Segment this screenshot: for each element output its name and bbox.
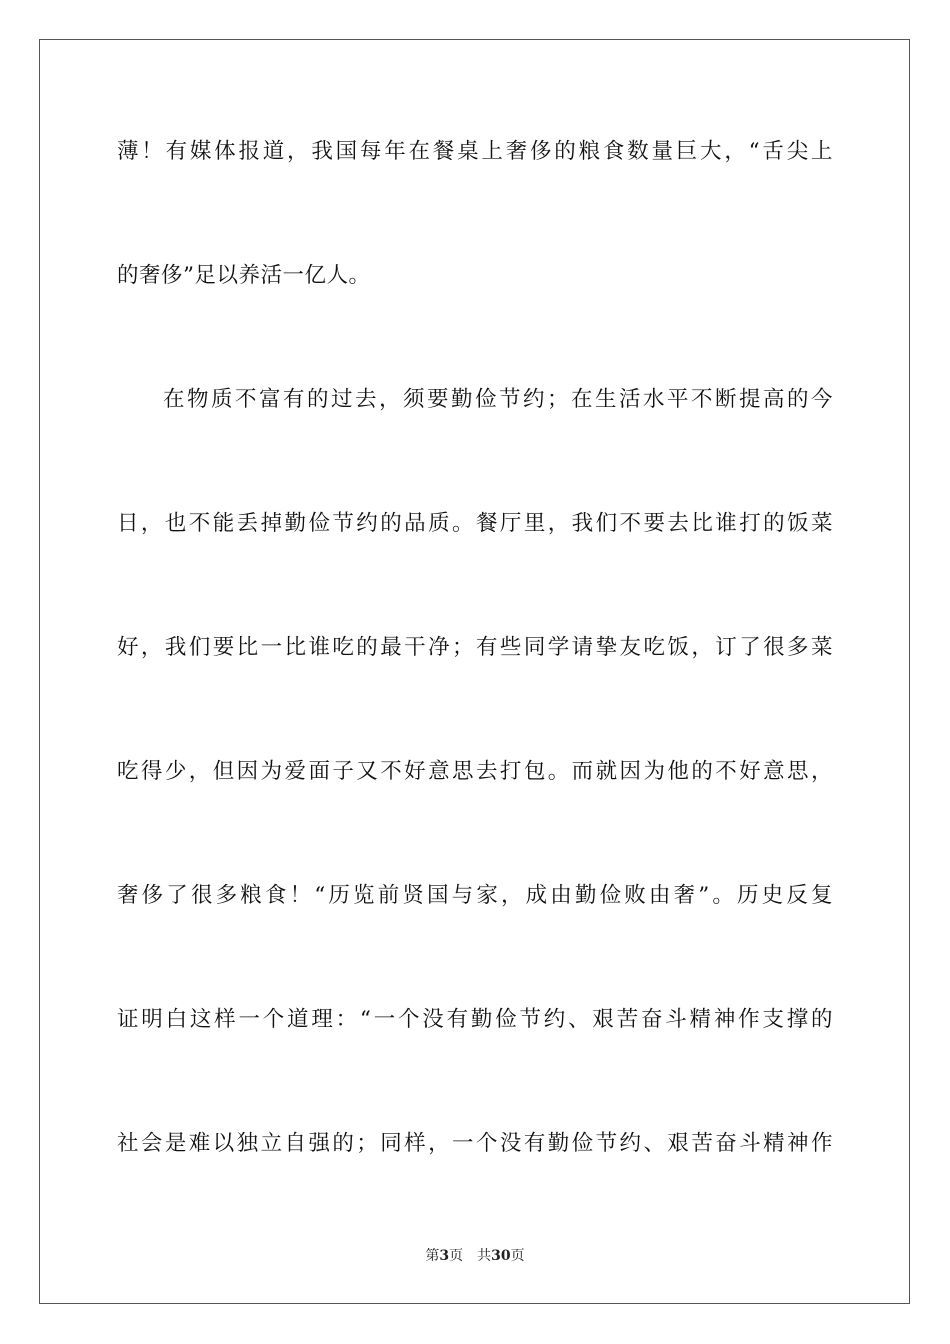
page-border (39, 39, 910, 1304)
page-suffix: 页 (449, 1248, 464, 1264)
text-line-8: 证明白这样一个道理：“一个没有勤俭节约、艰苦奋斗精神作支撑的 (117, 1007, 833, 1032)
text-line-4: 日，也不能丢掉勤俭节约的品质。餐厅里，我们不要去比谁打的饭菜 (117, 511, 833, 536)
text-line-1: 薄！有媒体报道，我国每年在餐桌上奢侈的粮食数量巨大，“舌尖上 (117, 139, 833, 164)
page-footer (0, 1247, 950, 1265)
page-prefix: 第 (425, 1248, 440, 1264)
text-line-2: 的奢侈”足以养活一亿人。 (117, 263, 371, 288)
text-line-9: 社会是难以独立自强的；同样，一个没有勤俭节约、艰苦奋斗精神作 (117, 1131, 833, 1156)
total-pages: 30 (491, 1248, 511, 1264)
total-prefix: 共 (477, 1248, 492, 1264)
text-line-5: 好，我们要比一比谁吃的最干净；有些同学请挚友吃饭，订了很多菜 (117, 635, 833, 660)
page-number: 3 (439, 1248, 450, 1264)
text-line-3: 在物质不富有的过去，须要勤俭节约；在生活水平不断提高的今 (163, 387, 833, 412)
total-suffix: 页 (510, 1248, 525, 1264)
text-line-7: 奢侈了很多粮食！“历览前贤国与家，成由勤俭败由奢”。历史反复 (117, 883, 833, 908)
text-line-6: 吃得少，但因为爱面子又不好意思去打包。而就因为他的不好意思， (117, 759, 833, 784)
